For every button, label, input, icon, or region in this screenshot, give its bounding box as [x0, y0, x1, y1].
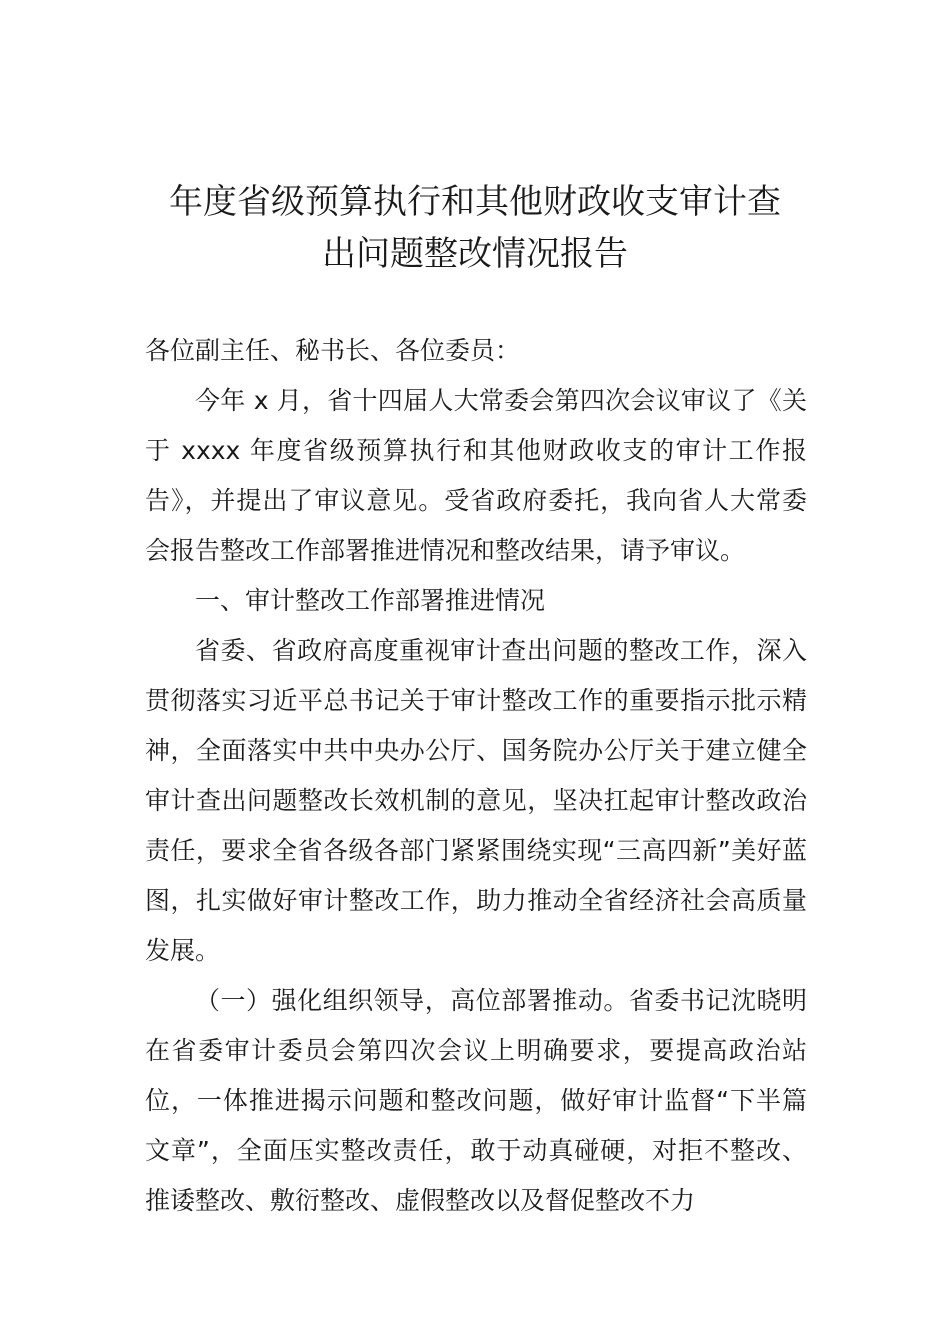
section-heading-1: 一、审计整改工作部署推进情况 — [195, 586, 546, 615]
salutation: 各位副主任、秘书长、各位委员： — [145, 336, 521, 365]
paragraph-intro: 今年 x 月，省十四届人大常委会第四次会议审议了《关于 xxxx 年度省级预算执行和其他财政收支的审计工作报告》，并提出了审议意见。受省政府委托，我向省人大常委会报告整改工作部署推进情况和整改结果，请予审议。 — [145, 386, 807, 565]
document-title — [140, 176, 810, 280]
title-line-1: 年度省级预算执行和其他财政收支审计查 — [169, 182, 781, 222]
title-line-2: 出问题整改情况报告 — [322, 234, 628, 274]
document-body — [145, 326, 807, 1226]
paragraph-section-1: 省委、省政府高度重视审计查出问题的整改工作，深入贯彻落实习近平总书记关于审计整改工作的重要指示批示精神，全面落实中共中央办公厅、国务院办公厅关于建立健全审计查出问题整改长效机制的意见，坚决扛起审计整改政治责任，要求全省各级各部门紧紧围绕实现“三高四新”美好蓝图，扎实做好审计整改工作，助力推动全省经济社会高质量发展。 — [145, 636, 807, 965]
paragraph-subsection-1: （一）强化组织领导，高位部署推动。省委书记沈晓明在省委审计委员会第四次会议上明确要求，要提高政治站位，一体推进揭示问题和整改问题，做好审计监督“下半篇文章”，全面压实整改责任，敢于动真碰硬，对拒不整改、推诿整改、敷衍整改、虚假整改以及督促整改不力 — [145, 986, 807, 1215]
